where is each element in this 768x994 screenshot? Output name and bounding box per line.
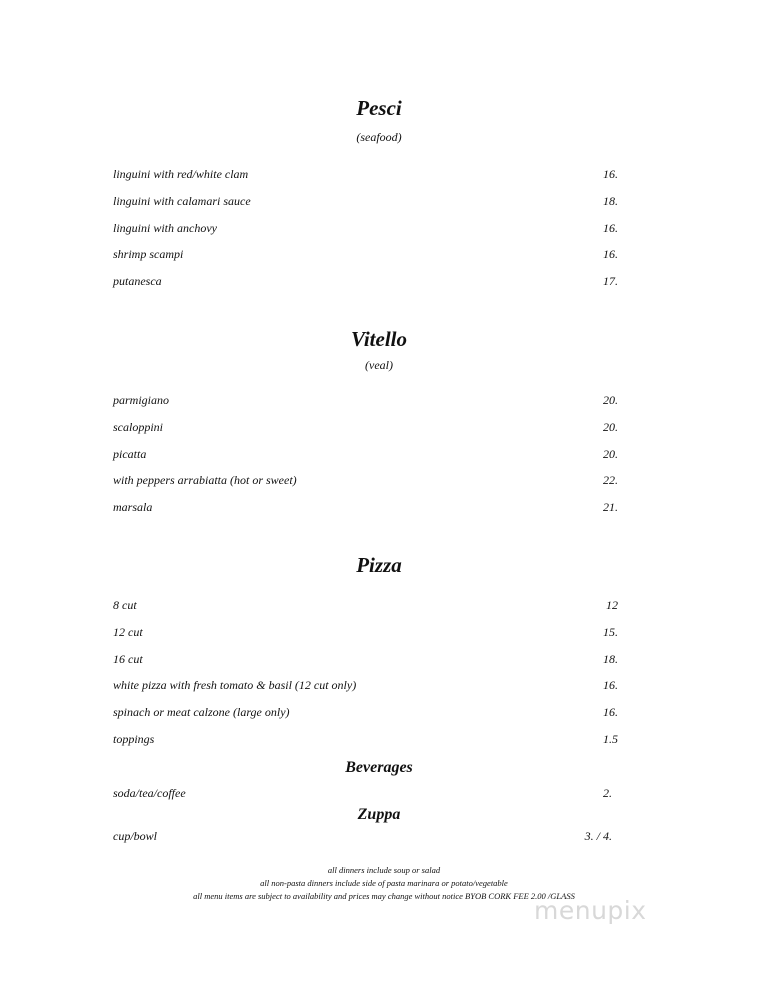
menu-item-price: 16. [603, 221, 618, 235]
menu-item-name: spinach or meat calzone (large only) [113, 705, 290, 719]
menu-item-name: marsala [113, 500, 153, 514]
menu-item-name: with peppers arrabiatta (hot or sweet) [113, 473, 297, 487]
menu-item-name: 12 cut [113, 625, 143, 639]
menu-item-price: 3. / 4. [584, 829, 612, 843]
menu-item-price: 18. [603, 652, 618, 666]
footnote: all menu items are subject to availability and prices may change without notice BYOB CORK FEE 2.00 /GLASS [193, 891, 575, 901]
menu-item-price: 16. [603, 678, 618, 692]
menu-item-name: scaloppini [113, 420, 163, 434]
menu-item-name: toppings [113, 732, 155, 746]
menu-item-name: soda/tea/coffee [113, 786, 186, 800]
menu-item-price: 20. [603, 420, 618, 434]
menu-item-name: 16 cut [113, 652, 143, 666]
pesci-subtitle: (seafood) [356, 130, 402, 144]
menu-item-name: shrimp scampi [113, 247, 184, 261]
menu-item-price: 2. [603, 786, 612, 800]
zuppa-title: Zuppa [357, 806, 401, 823]
pizza-title: Pizza [356, 553, 402, 577]
menu-item-price: 21. [603, 500, 618, 514]
menu-item-price: 16. [603, 167, 618, 181]
menu-item-name: 8 cut [113, 598, 137, 612]
menu-item-price: 17. [603, 274, 618, 288]
menu-item-name: linguini with calamari sauce [113, 194, 251, 208]
footnote: all non-pasta dinners include side of pasta marinara or potato/vegetable [260, 878, 508, 888]
menu-item-price: 20. [603, 393, 618, 407]
menupix-watermark: menupix [534, 896, 647, 925]
menu-item-price: 20. [603, 447, 618, 461]
menu-item-name: linguini with red/white clam [113, 167, 249, 181]
menu-item-name: white pizza with fresh tomato & basil (12 cut only) [113, 678, 357, 692]
footnote: all dinners include soup or salad [327, 865, 441, 875]
vitello-subtitle: (veal) [365, 358, 393, 372]
vitello-title: Vitello [350, 327, 407, 351]
menu-item-name: picatta [113, 447, 147, 461]
menu-item-price: 15. [603, 625, 618, 639]
menu-item-price: 12 [606, 598, 618, 612]
menu-item-price: 16. [603, 705, 618, 719]
pesci-title: Pesci [356, 96, 402, 120]
menu-item-name: linguini with anchovy [113, 221, 217, 235]
menu-item-name: cup/bowl [113, 829, 157, 843]
menu-item-name: parmigiano [113, 393, 170, 407]
menu-item-price: 1.5 [603, 732, 618, 746]
menu-item-name: putanesca [113, 274, 162, 288]
menu-item-price: 22. [603, 473, 618, 487]
menu-item-price: 16. [603, 247, 618, 261]
beverages-title: Beverages [345, 759, 413, 776]
menu-item-price: 18. [603, 194, 618, 208]
